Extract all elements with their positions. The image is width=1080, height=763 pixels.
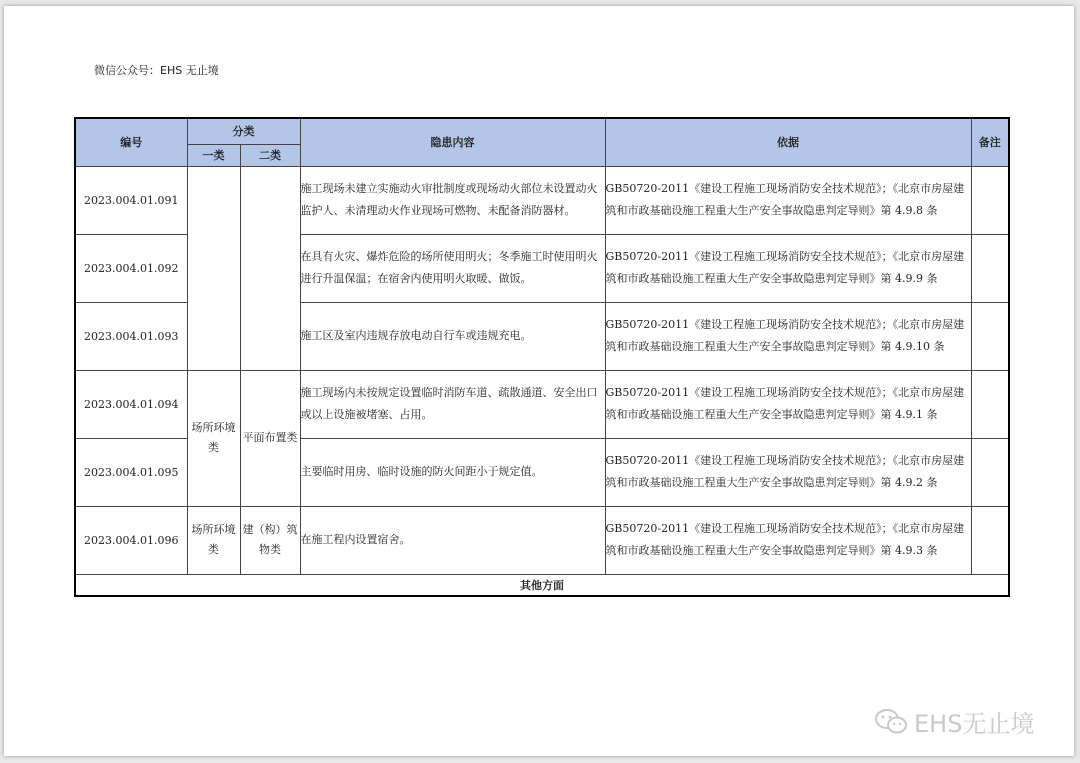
hazard-table: [74, 117, 1010, 597]
row-remark: [971, 438, 1009, 506]
header-note: 微信公众号：EHS 无止境: [94, 64, 219, 77]
wechat-icon: [874, 708, 908, 736]
row-cat1: [187, 166, 240, 370]
section-other: 其他方面: [75, 574, 1009, 596]
row-remark: [971, 370, 1009, 438]
header-code: 编号: [75, 118, 187, 166]
row-cat1: 场所环境类: [187, 506, 240, 574]
document-page: [4, 6, 1074, 756]
row-code: 2023.004.01.095: [75, 438, 187, 506]
header-basis: 依据: [605, 118, 971, 166]
table-row: [75, 370, 1009, 438]
watermark: [874, 704, 1034, 739]
row-remark: [971, 506, 1009, 574]
row-basis: GB50720-2011《建设工程施工现场消防安全技术规范》；《北京市房屋建筑和市政基础设施工程重大生产安全事故隐患判定导则》第 4.9.10 条: [605, 302, 971, 370]
row-content: 施工现场未建立实施动火审批制度或现场动火部位未设置动火监护人、未清理动火作业现场可燃物、未配备消防器材。: [300, 166, 605, 234]
row-remark: [971, 302, 1009, 370]
row-cat2: 建（构）筑物类: [240, 506, 300, 574]
row-code: 2023.004.01.092: [75, 234, 187, 302]
table-footer-row: [75, 574, 1009, 596]
row-cat2: 平面布置类: [240, 370, 300, 506]
header-cat1: 一类: [187, 144, 240, 166]
header-remark: 备注: [971, 118, 1009, 166]
row-code: 2023.004.01.091: [75, 166, 187, 234]
row-cat1: 场所环境类: [187, 370, 240, 506]
row-content: 主要临时用房、临时设施的防火间距小于规定值。: [300, 438, 605, 506]
row-basis: GB50720-2011《建设工程施工现场消防安全技术规范》；《北京市房屋建筑和市政基础设施工程重大生产安全事故隐患判定导则》第 4.9.8 条: [605, 166, 971, 234]
row-cat2: [240, 166, 300, 370]
header-content: 隐患内容: [300, 118, 605, 166]
table-row: [75, 166, 1009, 234]
header-category: 分类: [187, 118, 300, 144]
row-remark: [971, 234, 1009, 302]
watermark-text: EHS无止境: [914, 710, 1035, 738]
row-content: 施工区及室内违规存放电动自行车或违规充电。: [300, 302, 605, 370]
row-content: 在施工程内设置宿舍。: [300, 506, 605, 574]
row-remark: [971, 166, 1009, 234]
row-content: 施工现场内未按规定设置临时消防车道、疏散通道、安全出口或以上设施被堵塞、占用。: [300, 370, 605, 438]
table-row: [75, 506, 1009, 574]
row-basis: GB50720-2011《建设工程施工现场消防安全技术规范》；《北京市房屋建筑和市政基础设施工程重大生产安全事故隐患判定导则》第 4.9.2 条: [605, 438, 971, 506]
row-basis: GB50720-2011《建设工程施工现场消防安全技术规范》；《北京市房屋建筑和市政基础设施工程重大生产安全事故隐患判定导则》第 4.9.1 条: [605, 370, 971, 438]
row-code: 2023.004.01.096: [75, 506, 187, 574]
row-basis: GB50720-2011《建设工程施工现场消防安全技术规范》；《北京市房屋建筑和市政基础设施工程重大生产安全事故隐患判定导则》第 4.9.3 条: [605, 506, 971, 574]
row-code: 2023.004.01.093: [75, 302, 187, 370]
row-content: 在具有火灾、爆炸危险的场所使用明火；冬季施工时使用明火进行升温保温；在宿舍内使用明火取暖、做饭。: [300, 234, 605, 302]
header-cat2: 二类: [240, 144, 300, 166]
row-basis: GB50720-2011《建设工程施工现场消防安全技术规范》；《北京市房屋建筑和市政基础设施工程重大生产安全事故隐患判定导则》第 4.9.9 条: [605, 234, 971, 302]
row-code: 2023.004.01.094: [75, 370, 187, 438]
